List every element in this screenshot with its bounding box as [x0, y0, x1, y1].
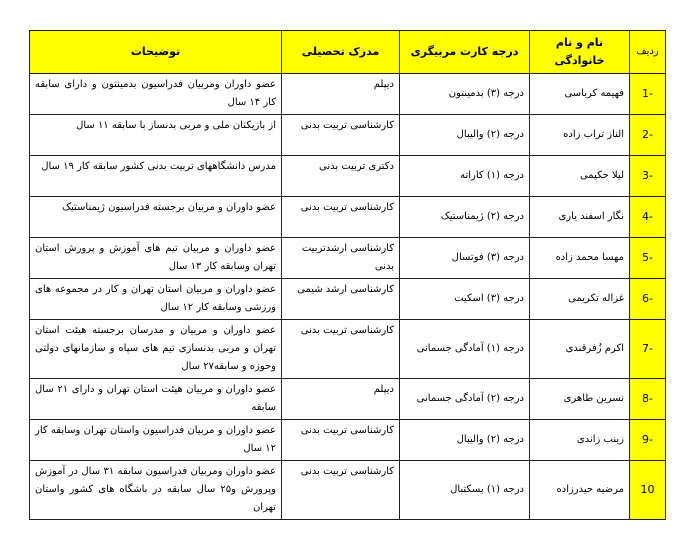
row-number: -4 [630, 197, 666, 238]
coach-degree: دیپلم [282, 379, 400, 420]
coach-degree: کارشناسی تربیت بدنی [282, 197, 400, 238]
coach-name: اکرم زُفرقندی [530, 320, 630, 379]
coach-degree: دکتری تربیت بدنی [282, 156, 400, 197]
row-number: -5 [630, 238, 666, 279]
row-number: -7 [630, 320, 666, 379]
coaches-table [29, 30, 666, 520]
table-row [30, 279, 666, 320]
row-number: -3 [630, 156, 666, 197]
coach-grade: درجه (۱) بسکتبال [400, 461, 530, 520]
table-row [30, 74, 666, 115]
table-row [30, 115, 666, 156]
table-row [30, 420, 666, 461]
coach-degree: کارشناسی ارشد شیمی [282, 279, 400, 320]
table-row [30, 238, 666, 279]
coach-name: نسرین طاهری [530, 379, 630, 420]
coach-grade: درجه (۳) فوتسال [400, 238, 530, 279]
coach-degree: کارشناسی ارشدتربیت بدنی [282, 238, 400, 279]
coach-grade: درجه (۲) والیبال [400, 420, 530, 461]
coach-notes: از بازیکنان ملی و مربی بدنساز با سابقه ۱۱ سال [30, 115, 282, 156]
coach-notes: عضو داوران ومربیان فدراسیون بدمینتون و دارای سابقه کار ۱۴ سال [30, 74, 282, 115]
coach-name: مهسا محمد زاده [530, 238, 630, 279]
coach-notes: عضو داوران و مربیان استان تهران و کار در مجموعه های ورزشی وسابقه کار ۱۲ سال [30, 279, 282, 320]
coach-notes: عضو داوران و مربیان و مدرسان برجسته هیئت استان تهران و مربی بدنسازی تیم های سپاه و سازمانهای دولتی وحوزه و سابقه۲۷ سال [30, 320, 282, 379]
coach-degree: کارشناسی تربیت بدنی [282, 461, 400, 520]
coach-name: غزاله تکریمی [530, 279, 630, 320]
table-row [30, 379, 666, 420]
row-number: -2 [630, 115, 666, 156]
row-number: -9 [630, 420, 666, 461]
coach-name: فهیمه کرباسی [530, 74, 630, 115]
coach-grade: درجه (۲) ژیمناستیک [400, 197, 530, 238]
table-row [30, 156, 666, 197]
header-row-number: ردیف [630, 31, 666, 74]
coach-notes: عضو داوران و مربیان تیم های آموزش و پرورش استان تهران وسابقه کار ۱۳ سال [30, 238, 282, 279]
coach-grade: درجه (۲) آمادگی جسمانی [400, 379, 530, 420]
coach-name: زینب زاندی [530, 420, 630, 461]
table-row [30, 320, 666, 379]
table-row [30, 197, 666, 238]
coach-notes: مدرس دانشگاههای تربیت بدنی کشور سابقه کار ۱۹ سال [30, 156, 282, 197]
coach-degree: کارشناسی تربیت بدنی [282, 320, 400, 379]
coach-grade: درجه (۲) والیبال [400, 115, 530, 156]
coach-grade: درجه (۳) بدمینتون [400, 74, 530, 115]
header-name: نام و نام خانوادگی [530, 31, 630, 74]
row-number: -6 [630, 279, 666, 320]
coach-grade: درجه (۱) کاراته [400, 156, 530, 197]
coach-notes: عضو داوران و مربیان فدراسیون واستان تهران وسابقه کار ۱۲ سال [30, 420, 282, 461]
table-row [30, 461, 666, 520]
row-number: -8 [630, 379, 666, 420]
coach-degree: کارشناسی تربیت بدنی [282, 420, 400, 461]
coach-degree: کارشناسی تربیت بدنی [282, 115, 400, 156]
table-header-row [30, 31, 666, 74]
header-degree: مدرک تحصیلی [282, 31, 400, 74]
row-number: -1 [630, 74, 666, 115]
coach-name: نگار اسفند یاری [530, 197, 630, 238]
coach-name: لیلا حکیمی [530, 156, 630, 197]
header-grade: درجه کارت مربیگری [400, 31, 530, 74]
coach-notes: عضو داوران و مربیان هیئت استان تهران و دارای ۲۱ سال سابقه [30, 379, 282, 420]
coach-degree: دیپلم [282, 74, 400, 115]
coach-notes: عضو داوران و مربیان برجسته فدراسیون ژیمناستیک [30, 197, 282, 238]
coach-name: مرضیه حیدرزاده [530, 461, 630, 520]
coach-grade: درجه (۳) اسکیت [400, 279, 530, 320]
coach-name: الناز تراب زاده [530, 115, 630, 156]
row-number: 10 [630, 461, 666, 520]
coach-grade: درجه (۱) آمادگی جسمانی [400, 320, 530, 379]
header-notes: توضیحات [30, 31, 282, 74]
coach-notes: عضو داوران ومربیان فدراسیون سابقه ۳۱ سال در آموزش وپرورش و۲۵ سال سابقه در باشگاه های کشور واستان تهران [30, 461, 282, 520]
